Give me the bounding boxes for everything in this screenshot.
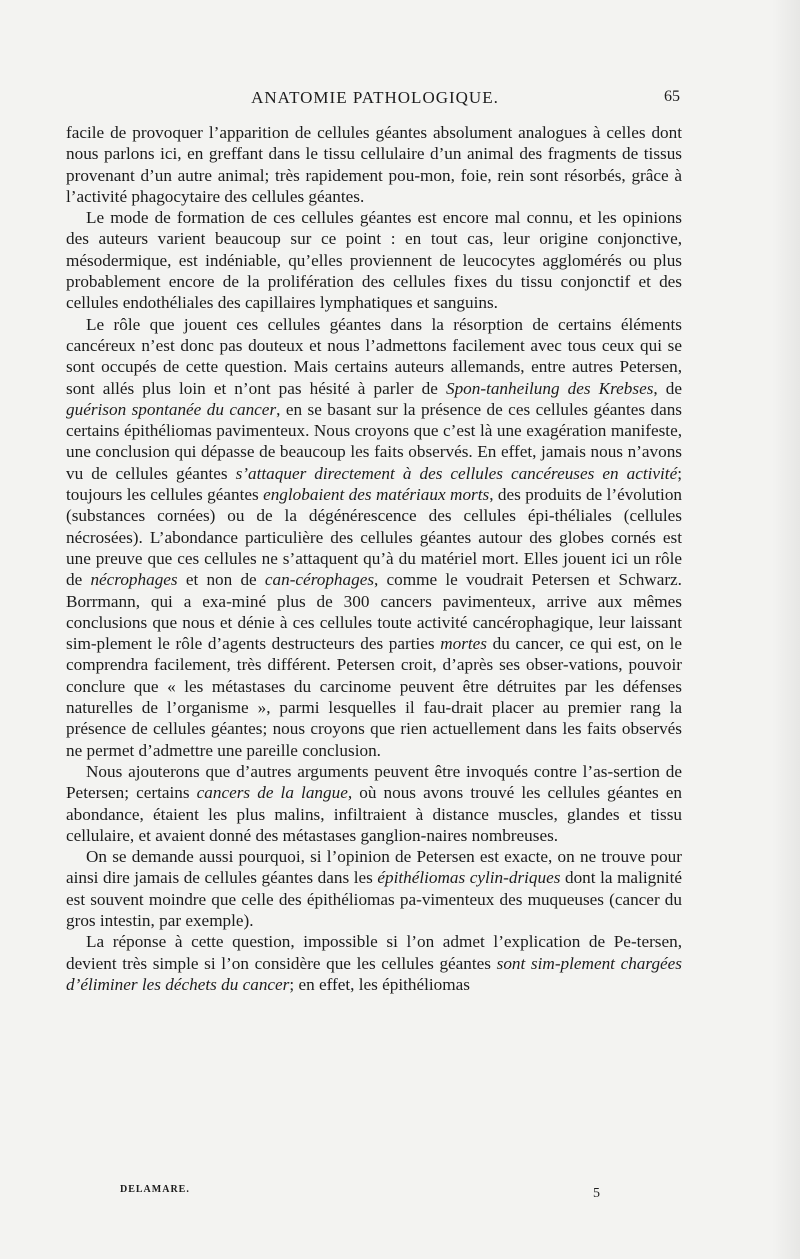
- text-run: La réponse à cette question, impossible si l’on admet l’explication de Pe-tersen, devient très simple si l’on considère que les cellules géantes: [66, 932, 682, 973]
- body-text: [66, 122, 682, 995]
- text-run: ; toujours les cellules géantes: [66, 463, 682, 505]
- text-run: dont la malignité est souvent moindre que celle des épithéliomas pa-vimenteux des muqueuses (cancer du gros intestin, par exemple).: [66, 868, 682, 930]
- text-run: , des produits de l’évolution (substances cornées) ou de la dégénérescence des cellules épi-théliales (cellules nécrosées). L’abondance particulière des cellules géantes autour des globes cornés est une preuve que ces cellules ne s’attaquent qu’à du matériel mort. Elles jouent ici un rôle de: [66, 485, 683, 590]
- paragraph: [66, 122, 682, 207]
- text-run: et non de: [177, 570, 265, 590]
- italic-phrase: cancers de la langue: [196, 783, 348, 803]
- italic-phrase: englobaient des matériaux morts: [263, 485, 490, 505]
- text-run: , en se basant sur la présence de ces cellules géantes dans certains épithéliomas pavimenteux. Nous croyons que c’est là une exagération manifeste, une conclusion qui dépasse de beaucoup les faits observés. En effet, jamais nous n’avons vu de cellules géantes: [66, 399, 683, 483]
- text-run: , de: [653, 378, 682, 398]
- signature-mark: 5: [593, 1186, 600, 1201]
- paragraph: [66, 761, 682, 846]
- italic-phrase: Spon-tanheilung des Krebses: [445, 378, 654, 398]
- italic-phrase: s’attaquer directement à des cellules cancéreuses en activité: [235, 463, 678, 483]
- text-run: Nous ajouterons que d’autres arguments peuvent être invoqués contre l’as-sertion de Petersen; certains: [66, 761, 682, 803]
- paragraph: [66, 846, 682, 931]
- text-run: Le mode de formation de ces cellules géantes est encore mal connu, et les opinions des auteurs varient beaucoup sur ce point : en tout cas, leur origine conjonctive, mésodermique, est indéniable, qu’elles proviennent de leucocytes agglomérés ou plus probablement encore de la prolifération des cellules fixes du tissu conjonctif et des cellules endothéliales des capillaires lymphatiques et sanguins.: [66, 208, 682, 313]
- page-number: 65: [664, 88, 680, 105]
- text-run: On se demande aussi pourquoi, si l’opinion de Petersen est exacte, on ne trouve pour ainsi dire jamais de cellules géantes dans les: [66, 847, 682, 888]
- italic-phrase: nécrophages: [90, 570, 178, 590]
- running-title: ANATOMIE PATHOLOGIQUE.: [251, 88, 499, 107]
- text-run: facile de provoquer l’apparition de cellules géantes absolument analogues à celles dont nous parlons ici, en greffant dans le tissu cellulaire d’un animal des fragments de tissus provenant d’un autre animal; très rapidement pou-mon, foie, rein sont résorbés, grâce à l’activité phagocytaire des cellules géantes.: [66, 123, 682, 206]
- text-run: , où nous avons trouvé les cellules géantes en abondance, étaient les plus malins, infiltraient à distance muscles, glandes et tissu cellulaire, et avaient donné des métastases ganglion-naires nombreuses.: [66, 783, 683, 845]
- running-head: [70, 88, 680, 112]
- italic-phrase: guérison spontanée du cancer: [66, 399, 277, 419]
- italic-phrase: mortes: [440, 634, 487, 654]
- text-run: Le rôle que jouent ces cellules géantes dans la résorption de certains éléments cancéreux n’est donc pas douteux et nous l’admettons facilement avec tous ceux qui se sont occupés de cette question. Mais certains auteurs allemands, entre autres Petersen, sont allés plus loin et n’ont pas hésité à parler de: [66, 314, 682, 398]
- page-footer: [120, 1184, 600, 1208]
- page-edge-shadow: [772, 0, 800, 1259]
- paragraph: [66, 207, 682, 313]
- author-signature: DELAMARE.: [120, 1184, 190, 1195]
- text-run: ; en effet, les épithéliomas: [289, 974, 470, 994]
- italic-phrase: sont sim-plement chargées d’éliminer les déchets du cancer: [66, 953, 682, 994]
- text-run: du cancer, ce qui est, on le comprendra facilement, très différent. Petersen croit, d’après ses obser-vations, pouvoir conclure que « les métastases du carcinome peuvent être détruites par les défenses naturelles de l’organisme », parmi lesquelles il fau-drait placer au premier rang la présence de cellules géantes; nous croyons que rien actuellement dans les faits observés ne permet d’admettre une pareille conclusion.: [66, 634, 682, 760]
- italic-phrase: épithéliomas cylin-driques: [377, 868, 561, 888]
- paragraph: [66, 314, 682, 761]
- italic-phrase: can-cérophages: [264, 570, 375, 590]
- text-run: , comme le voudrait Petersen et Schwarz. Borrmann, qui a exa-miné plus de 300 cancers pavimenteux, arrive aux mêmes conclusions que nous et dénie à ces cellules toute activité cancérophagique, leur laissant sim-plement le rôle d’agents destructeurs des parties: [66, 570, 682, 654]
- paragraph: [66, 931, 682, 995]
